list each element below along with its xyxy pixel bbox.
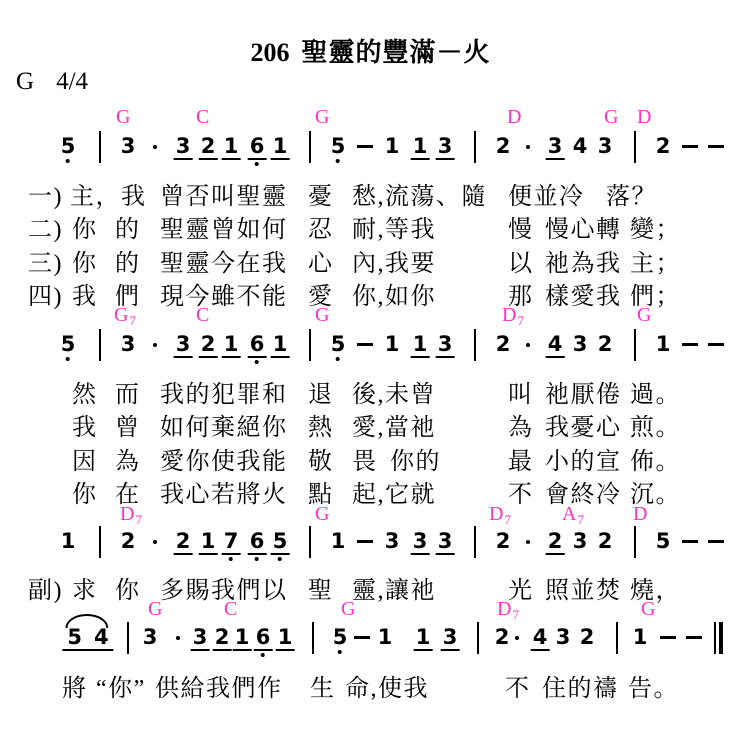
chord-row xyxy=(0,304,741,328)
bar-line xyxy=(474,329,476,361)
augmentation-dot xyxy=(526,145,530,149)
note-digit: 5 xyxy=(331,625,350,649)
lyric-segment: 便並冷 xyxy=(508,184,585,210)
sustain-dash xyxy=(357,343,373,346)
lyric-segment: 愛你使我能 xyxy=(160,449,288,475)
chord-label: C xyxy=(224,598,238,620)
lyric-segment: 聖靈今在我 xyxy=(160,251,288,277)
lyric-segment: 敬 xyxy=(308,449,334,475)
low-octave-dot xyxy=(255,360,259,364)
chord-label: G xyxy=(604,106,619,128)
lyric-segment: 多賜我們以 xyxy=(160,578,288,604)
bar-line xyxy=(309,131,311,163)
lyric-segment: 變； xyxy=(630,217,681,243)
page-title xyxy=(0,32,741,69)
note-digit: 5 xyxy=(59,332,78,356)
note-digit: 1 xyxy=(200,529,216,553)
low-octave-dot xyxy=(66,159,70,163)
lyric-segment: 光 xyxy=(508,578,534,604)
lyric-segment: 供給我們作 xyxy=(155,676,283,702)
bar-line xyxy=(474,526,476,558)
note-digit: 1 xyxy=(272,134,288,158)
lyric-segment: 點 xyxy=(308,482,334,508)
lyric-segment: 我 xyxy=(72,415,98,441)
lyric-segment: 畏 xyxy=(352,449,378,475)
bar-line xyxy=(99,131,101,163)
lyric-segment: 不 xyxy=(505,676,531,702)
lyric-segment: 因 xyxy=(72,449,98,475)
note-digit: 5 xyxy=(59,134,78,158)
note-digit: 1 xyxy=(272,332,288,356)
lyric-segment: 然 xyxy=(72,382,98,408)
bar-line xyxy=(309,329,311,361)
lyric-segment: 不 xyxy=(508,482,534,508)
music-row xyxy=(0,134,741,172)
lyric-segment: 生 xyxy=(310,676,336,702)
lyric-segment: 聖 xyxy=(308,578,334,604)
note-digit: 2 xyxy=(214,625,230,649)
tie-group xyxy=(62,625,113,651)
note-digit: 2 xyxy=(655,134,671,158)
lyric-segment: 最 xyxy=(508,449,534,475)
lyric-segment: 心 xyxy=(308,251,334,277)
song-number: 206 xyxy=(250,38,290,67)
sustain-dash xyxy=(708,343,724,346)
note-digit: 5 xyxy=(271,529,290,555)
lyric-segment: 退 xyxy=(308,382,334,408)
lyric-segment: 慢 xyxy=(508,217,534,243)
final-bar-line xyxy=(714,622,723,654)
chord-row xyxy=(0,503,741,527)
note-digit: 3 xyxy=(142,625,158,649)
lyric-segment: 曾否叫聖靈 xyxy=(160,184,288,210)
note-digit: 2 xyxy=(494,625,510,649)
sustain-dash xyxy=(357,540,373,543)
note-digit: 4 xyxy=(547,332,563,356)
chord-label: G xyxy=(315,503,330,525)
note-digit: 3 xyxy=(597,134,613,158)
note-digit: 3 xyxy=(437,332,453,356)
lyric-segment: 佈。 xyxy=(630,449,681,475)
lyric-row xyxy=(0,209,741,243)
lyric-segment: 起,它就 xyxy=(352,482,436,508)
lyric-segment: 為 xyxy=(115,449,141,475)
low-octave-dot xyxy=(66,357,70,361)
lyric-segment: 二) xyxy=(28,217,63,243)
lyric-segment: 後,未曾 xyxy=(352,382,436,408)
note-digit: 5 xyxy=(655,529,671,553)
note-digit: 2 xyxy=(495,529,511,553)
note-digit: 2 xyxy=(200,332,216,356)
bar-line xyxy=(312,622,314,654)
chord-label: D xyxy=(633,503,648,525)
bar-line xyxy=(634,329,636,361)
lyric-segment: 主； xyxy=(630,251,681,277)
chord-label: G xyxy=(341,598,356,620)
lyric-segment: 你的 xyxy=(390,449,441,475)
music-row xyxy=(0,332,741,370)
lyric-segment: 的 xyxy=(115,217,141,243)
song-title-text: 聖靈的豐滿－火 xyxy=(301,38,491,67)
lyric-row xyxy=(0,374,741,408)
note-digit: 3 xyxy=(572,529,588,553)
key-time-line xyxy=(16,68,88,96)
sustain-dash xyxy=(354,636,370,639)
sustain-dash xyxy=(357,145,373,148)
note-digit: 6 xyxy=(248,332,267,358)
lyric-segment: 祂為我 xyxy=(545,251,622,277)
note-digit: 3 xyxy=(572,332,588,356)
lyric-segment: 照並焚 xyxy=(545,578,622,604)
low-octave-dot xyxy=(255,557,259,561)
bar-line xyxy=(474,131,476,163)
chord-label: $D_7$ xyxy=(120,503,142,527)
chord-row xyxy=(0,598,741,622)
chord-row xyxy=(0,106,741,130)
sustain-dash xyxy=(708,540,724,543)
note-digit: 1 xyxy=(60,529,76,553)
note-digit: 1 xyxy=(384,134,400,158)
note-digit: 3 xyxy=(384,529,400,553)
note-digit: 1 xyxy=(234,625,250,649)
augmentation-dot xyxy=(153,540,157,544)
music-row xyxy=(0,625,741,663)
note-digit: 2 xyxy=(579,625,595,649)
bar-line xyxy=(99,329,101,361)
note-digit: 2 xyxy=(597,332,613,356)
note-digit: 1 xyxy=(632,625,648,649)
lyric-segment: 愛,當祂 xyxy=(352,415,436,441)
low-octave-dot xyxy=(261,653,265,657)
note-digit: 3 xyxy=(555,625,571,649)
lyric-segment: 忍 xyxy=(308,217,334,243)
chord-subscript: 7 xyxy=(504,512,511,527)
note-digit: 6 xyxy=(248,134,267,160)
low-octave-dot xyxy=(338,650,342,654)
key-letter: G xyxy=(16,68,35,95)
chord-label: G xyxy=(315,304,330,326)
lyric-segment: 我憂心 xyxy=(545,415,622,441)
augmentation-dot xyxy=(153,343,157,347)
lyric-segment: 內,我要 xyxy=(352,251,436,277)
bar-line xyxy=(616,622,618,654)
lyric-segment: 燒， xyxy=(630,578,681,604)
chord-label: D xyxy=(637,106,652,128)
lyric-segment: 主，我 xyxy=(70,184,147,210)
note-digit: 3 xyxy=(412,529,428,553)
note-digit: 1 xyxy=(277,625,293,649)
chord-label: $D_7$ xyxy=(497,598,519,622)
low-octave-dot xyxy=(336,159,340,163)
lyric-segment: 的 xyxy=(115,251,141,277)
note-digit: 1 xyxy=(223,332,239,356)
lyric-segment: 曾 xyxy=(115,415,141,441)
note-digit: 3 xyxy=(442,625,458,649)
music-row xyxy=(0,529,741,567)
bar-line xyxy=(634,131,636,163)
sustain-dash xyxy=(686,636,702,639)
lyric-row xyxy=(0,176,741,210)
lyric-segment: 求 xyxy=(72,578,98,604)
lyric-segment: 你 xyxy=(72,482,98,508)
note-digit: 3 xyxy=(120,134,136,158)
lyric-segment: 告。 xyxy=(628,676,679,702)
lyric-segment: 你 xyxy=(72,251,98,277)
lyric-segment: 過。 xyxy=(630,382,681,408)
time-signature: 4/4 xyxy=(56,68,89,95)
lyric-segment: 祂厭倦 xyxy=(545,382,622,408)
lyric-segment: 樣愛我 xyxy=(545,284,622,310)
lyric-segment: 那 xyxy=(508,284,534,310)
lyric-segment: 煎。 xyxy=(630,415,681,441)
note-digit: 5 xyxy=(329,332,348,356)
augmentation-dot xyxy=(153,145,157,149)
lyric-segment: 愛 xyxy=(308,284,334,310)
note-digit: 1 xyxy=(377,625,393,649)
bar-line xyxy=(477,622,479,654)
lyric-segment: 愁,流蕩、隨 xyxy=(352,184,487,210)
note-digit: 3 xyxy=(175,332,191,356)
augmentation-dot xyxy=(526,540,530,544)
sustain-dash xyxy=(682,343,698,346)
note-digit: 1 xyxy=(384,332,400,356)
note-digit: 3 xyxy=(437,529,453,553)
lyric-segment: 你,如你 xyxy=(352,284,436,310)
note-digit: 3 xyxy=(192,625,208,649)
chord-label: G xyxy=(148,598,163,620)
chord-label: $A_7$ xyxy=(562,503,584,527)
note-digit: 2 xyxy=(120,529,136,553)
chord-label: $G_7$ xyxy=(114,304,136,328)
low-octave-dot xyxy=(255,162,259,166)
lyric-row xyxy=(0,243,741,277)
lyric-segment: 三) xyxy=(28,251,63,277)
lyric-row xyxy=(0,276,741,310)
lyric-segment: 我的犯罪和 xyxy=(160,382,288,408)
lyric-segment: 你 xyxy=(72,217,98,243)
note-digit: 1 xyxy=(330,529,346,553)
chord-label: G xyxy=(641,598,656,620)
bar-line xyxy=(309,526,311,558)
lyric-segment: 住的禱 xyxy=(542,676,619,702)
augmentation-dot xyxy=(176,636,180,640)
lyric-segment: 現今雖不能 xyxy=(160,284,288,310)
lyric-segment: 熱 xyxy=(308,415,334,441)
chord-label: C xyxy=(196,304,210,326)
note-digit: 1 xyxy=(415,625,431,649)
lyric-row xyxy=(0,474,741,508)
lyric-segment: 在 xyxy=(115,482,141,508)
note-digit: 6 xyxy=(254,625,273,651)
lyric-row xyxy=(0,441,741,475)
note-digit: 1 xyxy=(412,134,428,158)
note-digit: 1 xyxy=(223,134,239,158)
lyric-segment: 叫 xyxy=(508,382,534,408)
note-digit: 1 xyxy=(412,332,428,356)
note-digit: 2 xyxy=(175,529,191,553)
augmentation-dot xyxy=(515,636,519,640)
note-digit: 2 xyxy=(495,134,511,158)
chord-label: G xyxy=(315,106,330,128)
lyric-segment: 你 xyxy=(115,578,141,604)
note-digit: 2 xyxy=(547,529,563,553)
lyric-segment: 一) xyxy=(28,184,63,210)
lyric-segment: 耐,等我 xyxy=(352,217,436,243)
lyric-segment: 我心若將火 xyxy=(160,482,288,508)
chord-subscript: 7 xyxy=(577,512,584,527)
note-digit: 2 xyxy=(495,332,511,356)
sustain-dash xyxy=(708,145,724,148)
chord-subscript: 7 xyxy=(135,512,142,527)
note-digit: 2 xyxy=(200,134,216,158)
lyric-segment: 命,使我 xyxy=(345,676,429,702)
low-octave-dot xyxy=(336,357,340,361)
note-digit: 5 xyxy=(67,625,82,649)
lyric-segment: 為 xyxy=(508,415,534,441)
bar-line xyxy=(634,526,636,558)
final-bar-thick xyxy=(719,622,723,654)
note-digit: 4 xyxy=(532,625,548,649)
sustain-dash xyxy=(660,636,676,639)
lyric-segment: 會終冷 xyxy=(545,482,622,508)
note-digit: 5 xyxy=(329,134,348,158)
note-digit: 4 xyxy=(572,134,588,158)
lyric-segment: 們； xyxy=(630,284,681,310)
lyric-segment: 而 xyxy=(115,382,141,408)
chord-label: C xyxy=(196,106,210,128)
note-digit: 2 xyxy=(597,529,613,553)
chord-label: G xyxy=(637,304,652,326)
sustain-dash xyxy=(682,540,698,543)
lyric-segment: 靈,讓祂 xyxy=(352,578,436,604)
lyric-segment: 沉。 xyxy=(630,482,681,508)
lyric-segment: 我 xyxy=(72,284,98,310)
bar-line xyxy=(127,622,129,654)
note-digit: 4 xyxy=(94,625,109,649)
note-digit: 1 xyxy=(655,332,671,356)
lyric-segment: 四) xyxy=(28,284,63,310)
chord-label: D xyxy=(507,106,522,128)
lyric-row xyxy=(0,668,741,702)
note-digit: 7 xyxy=(222,529,241,555)
lyric-row xyxy=(0,407,741,441)
chord-subscript: 7 xyxy=(129,313,136,328)
final-bar-thin xyxy=(714,622,716,654)
note-digit: 3 xyxy=(120,332,136,356)
lyric-segment: 將 xyxy=(62,676,88,702)
lyric-segment: 以 xyxy=(508,251,534,277)
augmentation-dot xyxy=(526,343,530,347)
bar-line xyxy=(99,526,101,558)
low-octave-dot xyxy=(278,557,282,561)
lyric-segment: 如何棄絕你 xyxy=(160,415,288,441)
lyric-segment: “你” xyxy=(96,676,146,702)
lyric-segment: 小的宣 xyxy=(545,449,622,475)
chord-subscript: 7 xyxy=(517,313,524,328)
sustain-dash xyxy=(682,145,698,148)
low-octave-dot xyxy=(229,557,233,561)
chord-label: G xyxy=(116,106,131,128)
chord-subscript: 7 xyxy=(512,607,519,622)
note-digit: 3 xyxy=(175,134,191,158)
note-digit: 3 xyxy=(437,134,453,158)
chord-label: $D_7$ xyxy=(502,304,524,328)
lyric-segment: 慢心轉 xyxy=(545,217,622,243)
lyric-segment: 副) xyxy=(28,578,63,604)
chord-label: $D_7$ xyxy=(489,503,511,527)
lyric-segment: 聖靈曾如何 xyxy=(160,217,288,243)
note-digit: 3 xyxy=(547,134,563,158)
lyric-segment: 落？ xyxy=(606,184,657,210)
lyric-segment: 憂 xyxy=(308,184,334,210)
lyric-row xyxy=(0,570,741,604)
note-digit: 6 xyxy=(248,529,267,555)
lyric-segment: 們 xyxy=(115,284,141,310)
